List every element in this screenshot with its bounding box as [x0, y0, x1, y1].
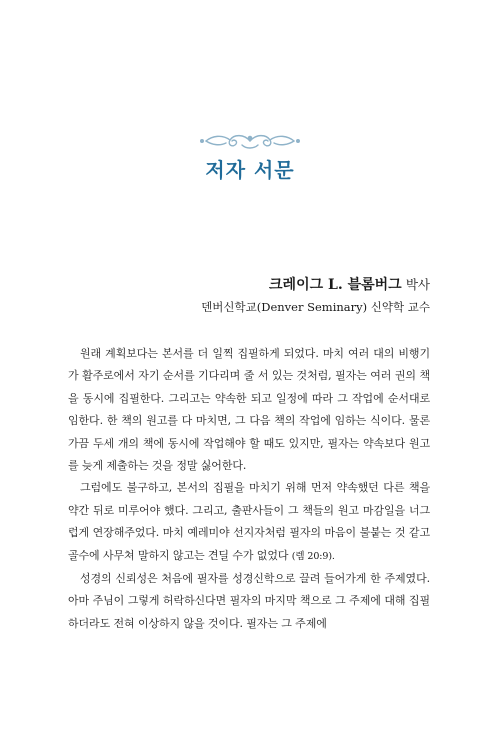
- paragraph: [68, 343, 430, 477]
- scripture-reference: (렘 20:9).: [291, 550, 335, 562]
- author-name: 크레이그 L. 블롬버그: [269, 277, 402, 293]
- author-affiliation: 덴버신학교(Denver Seminary) 신약학 교수: [201, 300, 430, 314]
- chapter-title: 저자 서문: [205, 158, 295, 182]
- scroll-ornament-icon: [198, 130, 302, 152]
- author-title-suffix: 박사: [405, 277, 430, 292]
- body-text: [68, 343, 430, 635]
- paragraph-text: 원래 계획보다는 본서를 더 일찍 집필하게 되었다. 마치 여러 대의 비행기가 활주로에서 자기 순서를 기다리며 줄 서 있는 것처럼, 필자는 여러 권의 책을 동시에 집필한다. 그리고는 약속한 되고 일정에 따라 그 작업에 순서대로 임한다. 한 책의 원고를 다 마치면, 그 다음 책의 작업에 임하는 식이다. 물론 가끔 두세 개의 책에 동시에 작업해야 할 때도 있지만, 필자는 약속보다 원고를 늦게 제출하는 것을 정말 싫어한다.: [68, 347, 430, 473]
- paragraph: [68, 477, 430, 568]
- paragraph-text: 성경의 신뢰성은 처음에 필자를 성경신학으로 끌려 들어가게 한 주제였다. 아마 주님이 그렇게 허락하신다면 필자의 마지막 책으로 그 주제에 대해 집필하더라도 전혀 이상하지 않을 것이다. 필자는 그 주제에: [68, 572, 430, 630]
- author-line: [269, 274, 430, 294]
- paragraph: [68, 568, 430, 635]
- paragraph-text: 그럼에도 불구하고, 본서의 집필을 마치기 위해 먼저 약속했던 다른 책을 약간 뒤로 미루어야 했다. 그리고, 출판사들이 그 책들의 원고 마감일을 너그럽게 연장해주었다. 마치 예레미야 선지자처럼 필자의 마음이 불붙는 것 같고 골수에 사무쳐 말하지 않고는 견딜 수가 없었다: [68, 481, 430, 562]
